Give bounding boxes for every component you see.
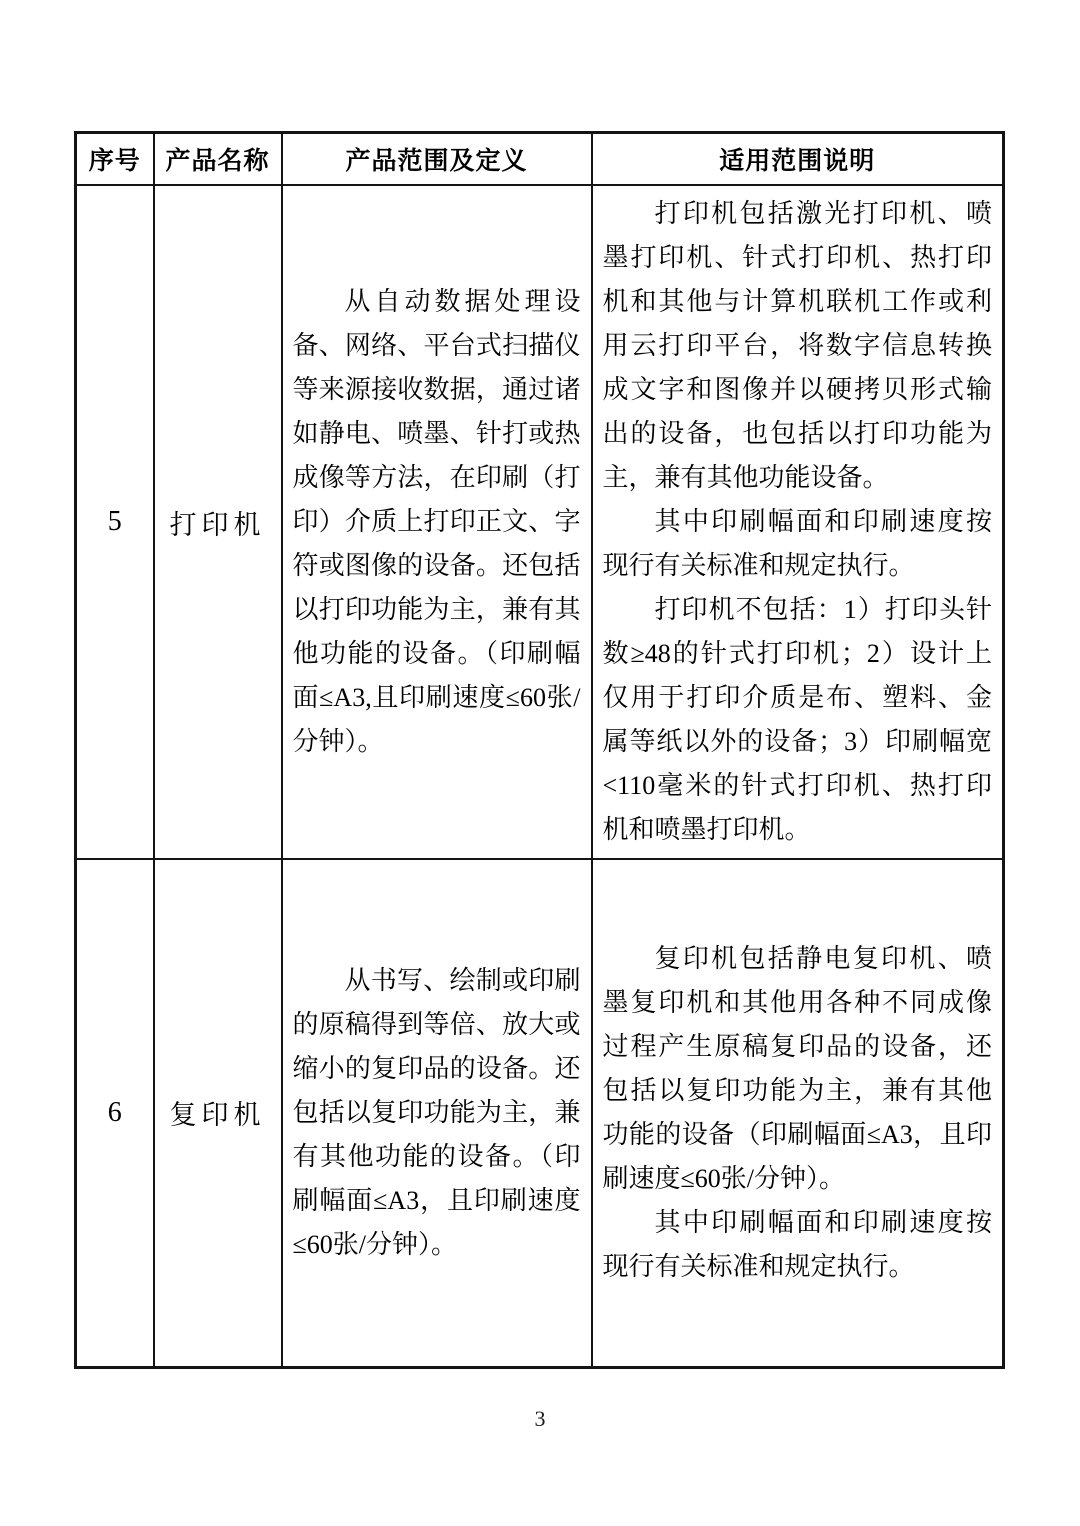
cell-scope [592, 859, 1004, 1367]
cell-scope [592, 185, 1004, 859]
scope-paragraph: 其中印刷幅面和印刷速度按现行有关标准和规定执行。 [602, 507, 992, 580]
header-definition: 产品范围及定义 [282, 133, 592, 186]
table-row-printer [76, 185, 1004, 859]
product-scope-table [74, 131, 1005, 1369]
table-header-row [76, 133, 1004, 186]
cell-row-index: 6 [76, 859, 154, 1367]
page-number: 3 [534, 1406, 546, 1431]
cell-definition [282, 859, 592, 1367]
cell-definition [282, 185, 592, 859]
definition-paragraph: 从自动数据处理设备、网络、平台式扫描仪等来源接收数据，通过诸如静电、喷墨、针打或热成像等方法，在印刷（打印）介质上打印正文、字符或图像的设备。还包括以打印功能为主，兼有其他功能的设备。（印刷幅面≤A3,且印刷速度≤60张/分钟）。 [292, 287, 581, 756]
scope-paragraph: 打印机不包括：1）打印头针数≥48的针式打印机；2）设计上仅用于打印介质是布、塑料、金属等纸以外的设备；3）印刷幅宽<110毫米的针式打印机、热打印机和喷墨打印机。 [602, 595, 992, 844]
table-row-copier [76, 859, 1004, 1367]
scope-paragraph: 其中印刷幅面和印刷速度按现行有关标准和规定执行。 [602, 1207, 992, 1281]
header-product-name: 产品名称 [154, 133, 282, 186]
header-index: 序号 [76, 133, 154, 186]
cell-row-index: 5 [76, 185, 154, 859]
scope-paragraph: 复印机包括静电复印机、喷墨复印机和其他用各种不同成像过程产生原稿复印品的设备，还包括以复印功能为主，兼有其他功能的设备（印刷幅面≤A3，且印刷速度≤60张/分钟）。 [602, 943, 992, 1193]
header-scope: 适用范围说明 [592, 133, 1004, 186]
cell-product-name: 打印机 [154, 185, 282, 859]
definition-paragraph: 从书写、绘制或印刷的原稿得到等倍、放大或缩小的复印品的设备。还包括以复印功能为主，兼有其他功能的设备。（印刷幅面≤A3，且印刷速度≤60张/分钟）。 [292, 965, 581, 1259]
cell-product-name: 复印机 [154, 859, 282, 1367]
scope-paragraph: 打印机包括激光打印机、喷墨打印机、针式打印机、热打印机和其他与计算机联机工作或利用云打印平台，将数字信息转换成文字和图像并以硬拷贝形式输出的设备，也包括以打印功能为主，兼有其他功能设备。 [602, 199, 992, 492]
